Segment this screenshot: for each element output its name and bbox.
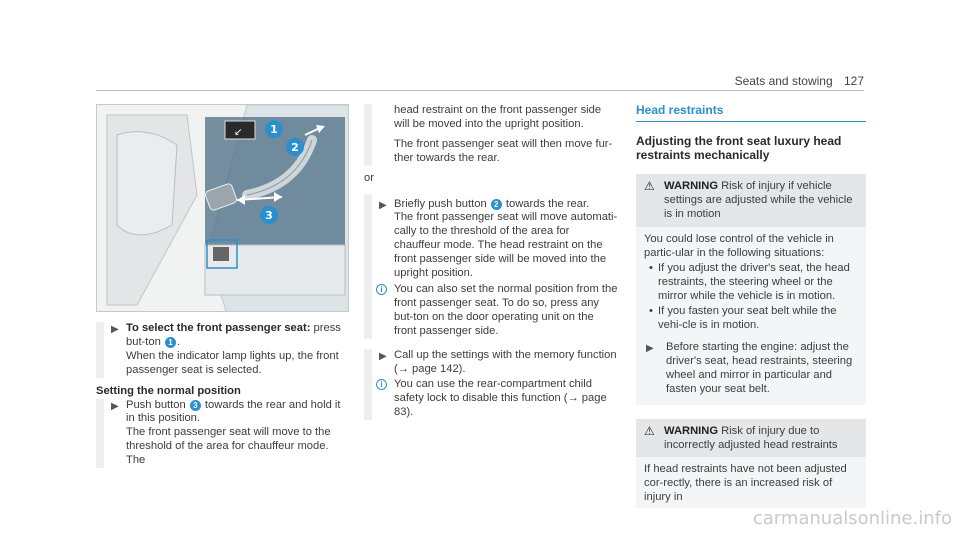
warning-box-head-restraints xyxy=(636,419,866,509)
warning-label: WARNING xyxy=(664,179,719,192)
normal-position-heading: Setting the normal position xyxy=(96,384,241,397)
continued-text: head restraint on the front passenger side will be moved into the upright position. xyxy=(394,104,602,130)
button-2-badge: 2 xyxy=(491,199,502,210)
button-1-badge: 1 xyxy=(165,337,176,348)
button-3-badge: 3 xyxy=(190,400,201,411)
warning-label: WARNING xyxy=(664,424,719,437)
step-heading: To select the front passenger seat: xyxy=(126,322,311,334)
or-separator: or xyxy=(364,171,374,184)
bullet-text: If you adjust the driver's seat, the head restraints, the steering wheel or the mirror while the vehicle is in motion. xyxy=(658,262,850,303)
column-1 xyxy=(96,322,349,468)
sub-title: Adjusting the front seat luxury head restraints mechanically xyxy=(636,133,842,162)
warning-triangle-icon: ⚠ xyxy=(644,178,655,193)
warning-text: You could lose control of the vehicle in partic-ular in the following situations: xyxy=(644,232,834,259)
warning-text: If head restraints have not been adjusted cor-rectly, there is an increased risk of injury in xyxy=(644,463,847,504)
note-text: You can also set the normal position from the front passenger seat. To do so, press any but-ton on the door operating unit on the front passenger side. xyxy=(394,282,618,337)
note-text: You can use the rear-compartment child safety lock to disable this function (→ page 83). xyxy=(394,378,607,419)
step-select-passenger-seat xyxy=(104,322,349,378)
seat-illustration xyxy=(97,105,349,312)
step-arrow-icon: ▶ xyxy=(111,324,119,335)
column-2 xyxy=(364,104,618,420)
step-push-button-3 xyxy=(104,399,349,469)
step-arrow-icon: ▶ xyxy=(111,400,119,412)
note-normal-position xyxy=(372,283,618,339)
step-text: press but-ton xyxy=(126,322,341,348)
note-child-lock xyxy=(372,378,618,420)
step-text: . xyxy=(176,335,181,348)
page-number: 127 xyxy=(843,74,864,88)
header-rule xyxy=(96,90,864,91)
step-push-button-2 xyxy=(372,198,618,281)
info-icon: i xyxy=(376,379,387,390)
step-arrow-icon: ▶ xyxy=(379,350,387,362)
step-text: Call up the settings with the memory function (→ page 142). xyxy=(394,348,617,375)
continued-text: The front passenger seat will then move fur-ther towards the rear. xyxy=(394,137,613,164)
warning-bullet: • If you adjust the driver's seat, the head restraints, the steering wheel or the mirror while the vehicle is in motion. xyxy=(644,262,858,304)
bullet-text: If you fasten your seat belt while the vehi-cle is in motion. xyxy=(658,305,837,332)
running-header xyxy=(735,74,864,88)
watermark: carmanualsonline.info xyxy=(752,508,952,529)
warning-step xyxy=(644,341,858,397)
step-arrow-icon: ▶ xyxy=(379,199,387,211)
column-3 xyxy=(636,104,866,508)
step-text: Before starting the engine: adjust the driver's seat, head restraints, steering wheel and mirror in particular and fasten your seat belt. xyxy=(666,340,853,395)
step-arrow-icon: ▶ xyxy=(646,342,654,354)
step-text: Briefly push button xyxy=(394,197,490,210)
warning-heading: Risk of injury if vehicle settings are adjusted while the vehicle is in motion xyxy=(664,179,853,220)
warning-heading: Risk of injury due to incorrectly adjusted head restraints xyxy=(664,424,838,451)
info-icon: i xyxy=(376,284,387,295)
step-result: The front passenger seat will move to the threshold of the area for chauffeur mode. The xyxy=(126,426,331,467)
step-result: The front passenger seat will move automati-cally to the threshold of the area for chauffeur mode. The head restraint on the front passenger side will be moved into the upright position. xyxy=(394,211,618,280)
step-result: When the indicator lamp lights up, the front passenger seat is selected. xyxy=(126,349,339,376)
step-memory-function xyxy=(372,349,618,377)
svg-text:↙: ↙ xyxy=(234,127,243,138)
callout-3: 3 xyxy=(265,209,273,222)
warning-triangle-icon: ⚠ xyxy=(644,423,655,438)
step-text: Push button xyxy=(126,398,189,411)
warning-bullet: • If you fasten your seat belt while the vehi-cle is in motion. xyxy=(644,305,858,333)
callout-2: 2 xyxy=(291,141,299,154)
header-section: Seats and stowing xyxy=(734,74,833,88)
section-title: Head restraints xyxy=(636,104,866,122)
step-text: towards the rear and hold it in this position. xyxy=(126,398,341,425)
seat-control-figure xyxy=(96,104,349,312)
step-text: towards the rear. xyxy=(502,197,590,210)
callout-1: 1 xyxy=(270,123,278,136)
warning-box-motion xyxy=(636,174,866,405)
